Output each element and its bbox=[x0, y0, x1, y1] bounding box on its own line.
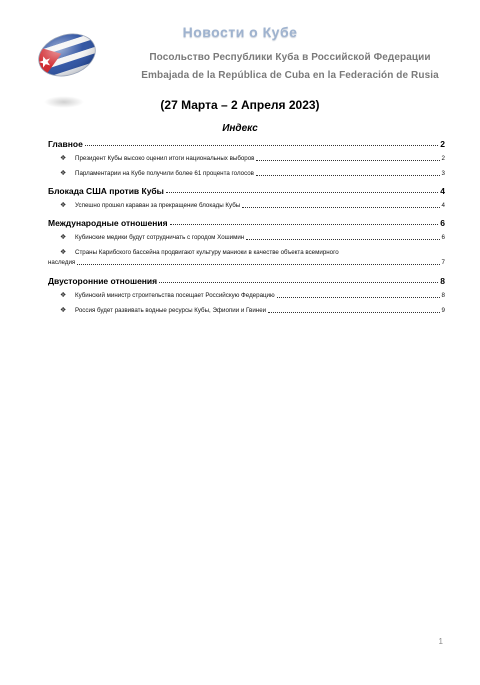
toc-section-title: Двусторонние отношения bbox=[48, 276, 158, 286]
toc-section-title: Главное bbox=[48, 139, 83, 149]
toc-item[interactable] bbox=[48, 154, 445, 164]
diamond-bullet-icon: ❖ bbox=[60, 170, 67, 177]
toc-item[interactable] bbox=[48, 248, 445, 268]
toc-page-number: 2 bbox=[441, 155, 445, 162]
toc-item-title: Кубинский министр строительства посещает Российскую Федерацию bbox=[75, 292, 275, 299]
toc-item[interactable] bbox=[48, 291, 445, 301]
toc-page-number: 9 bbox=[441, 307, 445, 314]
toc-section-blockade[interactable] bbox=[48, 184, 445, 196]
toc-page-number: 4 bbox=[441, 202, 445, 209]
toc-page-number: 4 bbox=[440, 186, 445, 196]
toc-item-title: Успешно прошел караван за прекращение блокады Кубы bbox=[75, 202, 241, 209]
diamond-bullet-icon: ❖ bbox=[60, 249, 67, 256]
toc-section-title: Международные отношения bbox=[48, 218, 168, 228]
dot-leader bbox=[159, 281, 438, 283]
diamond-bullet-icon: ❖ bbox=[60, 292, 67, 299]
toc-section-main[interactable] bbox=[48, 137, 445, 149]
diamond-bullet-icon: ❖ bbox=[60, 234, 67, 241]
toc-section-international[interactable] bbox=[48, 216, 445, 228]
toc-page-number: 7 bbox=[441, 259, 445, 266]
dot-leader bbox=[242, 206, 439, 208]
toc-item-title-line2-row bbox=[48, 258, 445, 268]
toc-page-number: 6 bbox=[440, 218, 445, 228]
embassy-name-russian: Посольство Республики Куба в Российской Федерации bbox=[149, 52, 431, 63]
toc-section-bilateral[interactable] bbox=[48, 274, 445, 286]
dot-leader bbox=[256, 159, 439, 161]
toc-page-number: 3 bbox=[441, 170, 445, 177]
embassy-name-spanish: Embajada de la República de Cuba en la Federación de Rusia bbox=[141, 70, 439, 81]
diamond-bullet-icon: ❖ bbox=[60, 307, 67, 314]
date-range: (27 Марта – 2 Апреля 2023) bbox=[160, 98, 320, 112]
table-of-contents bbox=[48, 137, 445, 321]
toc-item-title: Президент Кубы высоко оценил итоги национальных выборов bbox=[75, 155, 255, 162]
toc-item-title-line1: Страны Карибского бассейна продвигают культуру маниоки в качестве объекта всемирного bbox=[75, 249, 339, 256]
toc-item[interactable] bbox=[48, 201, 445, 211]
toc-section-title: Блокада США против Кубы bbox=[48, 186, 164, 196]
toc-page-number: 8 bbox=[441, 292, 445, 299]
toc-item-title: Парламентарии на Кубе получили более 61 процента голосов bbox=[75, 170, 254, 177]
dot-leader bbox=[256, 174, 440, 176]
diamond-bullet-icon: ❖ bbox=[60, 155, 67, 162]
toc-item[interactable] bbox=[48, 233, 445, 243]
toc-item[interactable] bbox=[48, 306, 445, 316]
toc-page-number: 8 bbox=[440, 276, 445, 286]
newsletter-title: Новости о Кубе bbox=[182, 24, 298, 40]
index-heading: Индекс bbox=[222, 123, 258, 134]
diamond-bullet-icon: ❖ bbox=[60, 202, 67, 209]
dot-leader bbox=[85, 144, 438, 146]
dot-leader bbox=[277, 296, 440, 298]
dot-leader bbox=[268, 311, 439, 313]
dot-leader bbox=[166, 191, 438, 193]
page-number: 1 bbox=[438, 637, 443, 646]
toc-item[interactable] bbox=[48, 169, 445, 179]
toc-page-number: 6 bbox=[441, 234, 445, 241]
dot-leader bbox=[246, 238, 439, 240]
toc-item-title: Кубинские медики будут сотрудничать с городом Хошимин bbox=[75, 234, 245, 241]
dot-leader bbox=[170, 223, 439, 225]
toc-page-number: 2 bbox=[440, 139, 445, 149]
toc-item-title-line2: наследия bbox=[48, 259, 76, 266]
dot-leader bbox=[77, 263, 439, 265]
toc-item-title: Россия будет развивать водные ресурсы Кубы, Эфиопии и Гвинеи bbox=[75, 307, 267, 314]
